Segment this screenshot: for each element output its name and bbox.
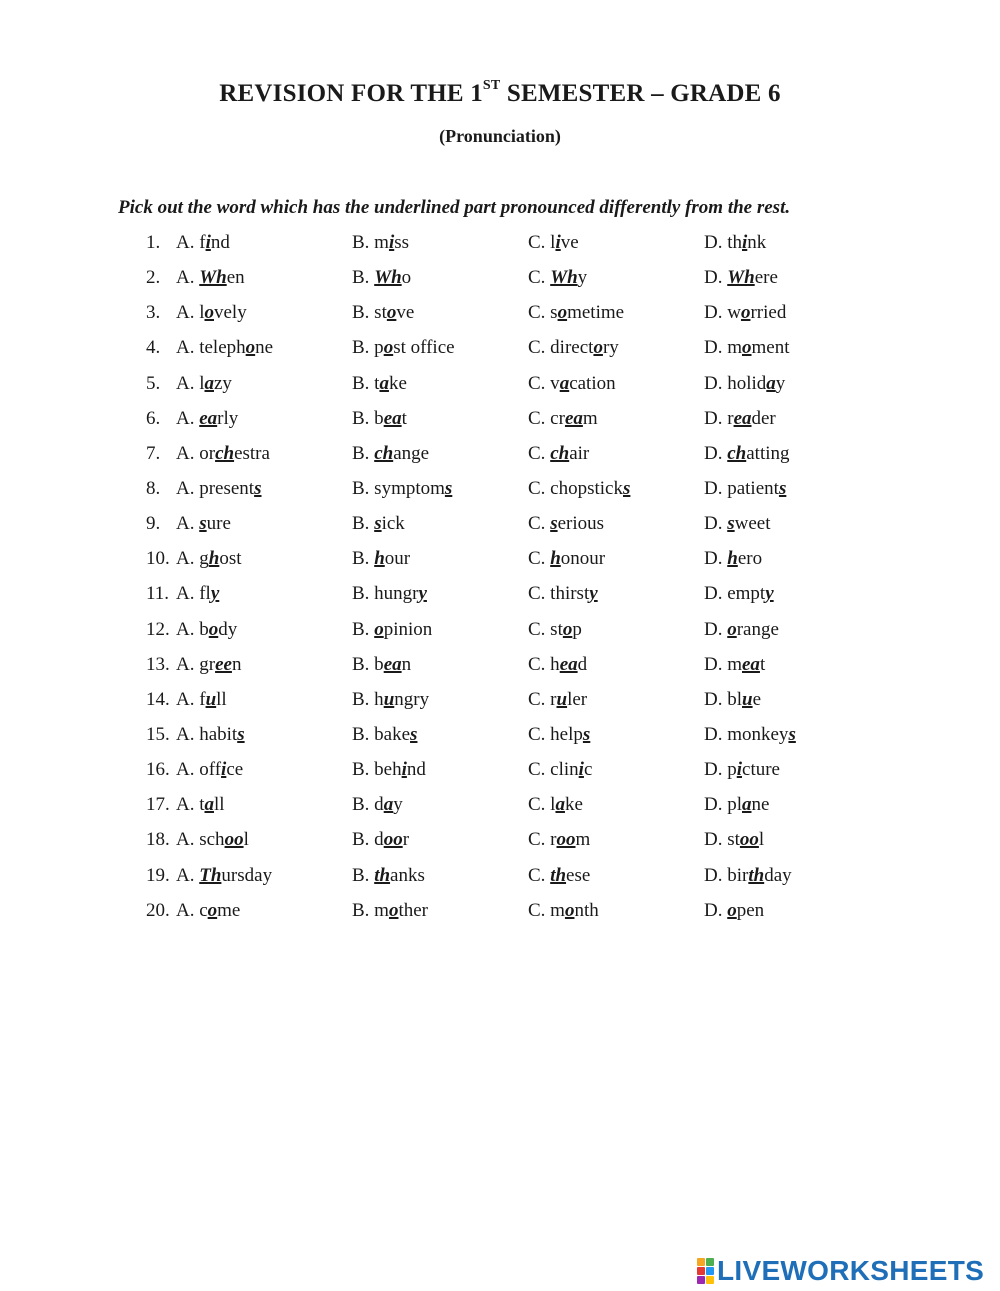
answer-option-b[interactable]: B. door (352, 829, 410, 851)
underlined-part: ea (733, 407, 752, 429)
logo-icon (697, 1258, 714, 1284)
answer-option-d[interactable]: D. blue (704, 688, 762, 710)
answer-option-a[interactable]: A. Thursday (176, 864, 273, 886)
underlined-part: ch (727, 442, 747, 464)
underlined-part: h (374, 548, 385, 570)
underlined-part: ee (215, 653, 232, 675)
answer-option-a[interactable]: A. orchestra (176, 442, 270, 464)
answer-option-d[interactable]: D. monkeys (704, 723, 796, 745)
answer-option-b[interactable]: B. hour (352, 548, 411, 570)
underlined-part: o (386, 302, 397, 324)
answer-option-d[interactable]: D. moment (704, 337, 790, 359)
answer-option-c[interactable]: C. month (528, 899, 599, 921)
question-number: 16. (146, 759, 170, 781)
answer-option-b[interactable]: B. behind (352, 759, 426, 781)
question-number: 5. (146, 372, 161, 394)
underlined-part: s (444, 477, 453, 499)
question-number: 17. (146, 794, 170, 816)
underlined-part: o (562, 618, 573, 640)
underlined-part: Th (199, 864, 222, 886)
logo-text: LIVEWORKSHEETS (717, 1255, 985, 1286)
logo-block (697, 1258, 705, 1266)
answer-option-c[interactable]: C. directory (528, 337, 619, 359)
underlined-part: th (374, 864, 391, 886)
underlined-part: o (383, 337, 394, 359)
answer-option-d[interactable]: D. Where (704, 267, 778, 289)
answer-option-b[interactable]: B. post office (352, 337, 455, 359)
underlined-part: o (207, 899, 218, 921)
underlined-part: s (254, 477, 262, 499)
answer-option-c[interactable]: C. sometime (528, 302, 625, 324)
underlined-part: ea (383, 407, 402, 429)
answer-option-b[interactable]: B. symptoms (352, 477, 453, 499)
underlined-part: u (205, 688, 217, 710)
answer-option-d[interactable]: D. orange (704, 618, 779, 640)
underlined-part: s (582, 723, 591, 745)
underlined-part: oo (739, 829, 759, 851)
underlined-part: s (778, 477, 787, 499)
underlined-part: s (727, 513, 735, 535)
question-number: 18. (146, 829, 170, 851)
question-number: 4. (146, 337, 161, 359)
underlined-part: h (727, 548, 738, 570)
underlined-part: ea (199, 407, 218, 429)
question-number: 14. (146, 688, 170, 710)
question-number: 3. (146, 302, 161, 324)
answer-option-b[interactable]: B. sick (352, 513, 405, 535)
underlined-part: i (742, 232, 748, 253)
underlined-part: a (383, 794, 394, 816)
answer-option-c[interactable]: C. room (528, 829, 591, 851)
answer-option-a[interactable]: A. green (176, 653, 242, 675)
answer-option-a[interactable]: A. lazy (176, 372, 232, 394)
answer-option-a[interactable]: A. presents (176, 477, 262, 499)
answer-option-a[interactable]: A. find (176, 232, 230, 253)
underlined-part: s (237, 723, 245, 745)
answer-option-c[interactable]: C. vacation (528, 372, 616, 394)
question-number: 10. (146, 548, 170, 570)
underlined-part: a (204, 372, 214, 394)
answer-option-a[interactable]: A. sure (176, 513, 231, 535)
underlined-part: s (623, 477, 631, 499)
answer-option-c[interactable]: C. live (528, 232, 579, 253)
answer-option-c[interactable]: C. clinic (528, 759, 593, 781)
question-number: 12. (146, 618, 170, 640)
answer-option-d[interactable]: D. plane (704, 794, 770, 816)
underlined-part: Wh (550, 267, 578, 289)
question-number: 6. (146, 407, 161, 429)
underlined-part: s (788, 723, 796, 745)
logo-block (706, 1276, 714, 1284)
underlined-part: i (221, 759, 227, 781)
answer-option-c[interactable]: C. ruler (528, 688, 588, 710)
answer-option-c[interactable]: C. lake (528, 794, 583, 816)
answer-option-c[interactable]: C. head (528, 653, 588, 675)
answer-option-c[interactable]: C. honour (528, 548, 606, 570)
answer-option-c[interactable]: C. helps (528, 723, 591, 745)
underlined-part: oo (383, 829, 403, 851)
answer-option-b[interactable]: B. opinion (352, 618, 433, 640)
underlined-part: s (550, 513, 558, 535)
underlined-part: o (204, 302, 214, 324)
underlined-part: i (401, 759, 407, 781)
answer-option-d[interactable]: D. open (704, 899, 765, 921)
answer-option-b[interactable]: B. beat (352, 407, 407, 429)
answer-option-d[interactable]: D. meat (704, 653, 766, 675)
answer-option-b[interactable]: B. hungry (352, 583, 427, 605)
question-number: 8. (146, 477, 161, 499)
answer-option-d[interactable]: D. reader (704, 407, 776, 429)
underlined-part: ea (742, 653, 760, 675)
answer-option-d[interactable]: D. hero (704, 548, 763, 570)
underlined-part: y (589, 583, 598, 605)
underlined-part: h (550, 548, 561, 570)
underlined-part: u (742, 688, 753, 710)
logo-block (706, 1267, 714, 1275)
underlined-part: o (374, 618, 384, 640)
page-title: REVISION FOR THE 1ST SEMESTER – GRADE 6 (219, 77, 781, 107)
underlined-part: a (204, 794, 214, 816)
answer-option-d[interactable]: D. holiday (704, 372, 786, 394)
underlined-part: o (727, 899, 737, 921)
answer-option-a[interactable]: A. early (176, 407, 239, 429)
answer-option-a[interactable]: A. habits (176, 723, 245, 745)
underlined-part: s (199, 513, 207, 535)
answer-option-c[interactable]: C. cream (528, 407, 598, 429)
underlined-part: i (736, 759, 743, 781)
answer-option-a[interactable]: A. come (176, 899, 241, 921)
underlined-part: th (550, 864, 567, 886)
question-number: 7. (146, 442, 161, 464)
answer-option-a[interactable]: A. lovely (176, 302, 247, 324)
underlined-part: s (374, 513, 382, 535)
answer-option-a[interactable]: A. ghost (176, 548, 242, 570)
answer-option-a[interactable]: A. telephone (176, 337, 274, 359)
underlined-part: oo (556, 829, 576, 851)
logo-block (697, 1276, 705, 1284)
underlined-part: o (245, 337, 256, 359)
underlined-part: Wh (199, 267, 227, 289)
underlined-part: y (765, 583, 774, 605)
answer-option-a[interactable]: A. school (176, 829, 249, 851)
answer-option-b[interactable]: B. change (352, 442, 430, 464)
underlined-part: s (410, 723, 418, 745)
answer-option-a[interactable]: A. tall (176, 794, 225, 816)
answer-option-a[interactable]: A. fly (176, 583, 220, 605)
question-number: 20. (146, 899, 170, 921)
underlined-part: o (727, 618, 737, 640)
question-number: 9. (146, 513, 161, 535)
answer-option-d[interactable]: D. sweet (704, 513, 771, 535)
answer-option-d[interactable]: D. birthday (704, 864, 792, 886)
underlined-part: o (557, 302, 568, 324)
answer-option-b[interactable]: B. thanks (352, 864, 425, 886)
answer-option-a[interactable]: A. body (176, 618, 238, 640)
underlined-part: o (742, 337, 752, 359)
answer-option-d[interactable]: D. chatting (704, 442, 790, 464)
logo-block (697, 1267, 705, 1275)
answer-option-d[interactable]: D. picture (704, 759, 780, 781)
answer-option-c[interactable]: C. these (528, 864, 591, 886)
underlined-part: Wh (374, 267, 402, 289)
answer-option-a[interactable]: A. office (176, 759, 244, 781)
answer-option-b[interactable]: B. bean (352, 653, 412, 675)
underlined-part: th (748, 864, 765, 886)
answer-option-b[interactable]: B. stove (352, 302, 415, 324)
underlined-part: h (208, 548, 220, 570)
answer-option-c[interactable]: C. serious (528, 513, 605, 535)
underlined-part: ea (383, 653, 402, 675)
answer-option-c[interactable]: C. stop (528, 618, 582, 640)
underlined-part: ch (550, 442, 570, 464)
answer-option-d[interactable]: D. worried (704, 302, 787, 324)
underlined-part: o (564, 899, 575, 921)
question-number: 15. (146, 723, 170, 745)
underlined-part: i (388, 232, 395, 253)
underlined-part: ch (215, 442, 235, 464)
underlined-part: o (740, 302, 751, 324)
answer-option-b[interactable]: B. mother (352, 899, 428, 921)
underlined-part: i (555, 232, 561, 253)
liveworksheets-logo (697, 1256, 984, 1286)
question-number: 2. (146, 267, 161, 289)
answer-option-a[interactable]: A. When (176, 267, 245, 289)
underlined-part: i (578, 759, 584, 781)
page-subtitle: (Pronunciation) (439, 126, 561, 146)
answer-option-d[interactable]: D. patients (704, 477, 787, 499)
answer-option-c[interactable]: C. chopsticks (528, 477, 631, 499)
answer-option-d[interactable]: D. stool (704, 829, 765, 851)
instruction-text: Pick out the word which has the underlined part pronounced differently from the rest. (118, 197, 791, 218)
underlined-part: o (388, 899, 399, 921)
underlined-part: ch (374, 442, 394, 464)
underlined-part: a (379, 372, 389, 394)
answer-option-b[interactable]: B. take (352, 372, 407, 394)
answer-option-d[interactable]: D. empty (704, 583, 774, 605)
answer-option-b[interactable]: B. day (352, 794, 403, 816)
answer-option-b[interactable]: B. miss (352, 232, 410, 253)
underlined-part: ea (559, 653, 578, 675)
answer-option-d[interactable]: D. think (704, 232, 767, 253)
underlined-part: y (418, 583, 427, 605)
underlined-part: o (208, 618, 219, 640)
answer-option-b[interactable]: B. bakes (352, 723, 418, 745)
underlined-part: u (556, 688, 568, 710)
answer-option-a[interactable]: A. full (176, 688, 227, 710)
underlined-part: Wh (727, 267, 755, 289)
underlined-part: a (555, 794, 565, 816)
underlined-part: i (205, 232, 211, 253)
answer-option-c[interactable]: C. Why (528, 267, 588, 289)
underlined-part: a (559, 372, 570, 394)
underlined-part: o (593, 337, 603, 359)
question-number: 1. (146, 232, 161, 253)
answer-option-b[interactable]: B. Who (352, 267, 412, 289)
underlined-part: a (742, 794, 752, 816)
question-number: 11. (146, 583, 170, 605)
answer-option-c[interactable]: C. chair (528, 442, 590, 464)
underlined-part: oo (224, 829, 244, 851)
underlined-part: ea (564, 407, 583, 429)
underlined-part: a (766, 372, 776, 394)
question-number: 19. (146, 864, 170, 886)
underlined-part: u (383, 688, 395, 710)
answer-option-b[interactable]: B. hungry (352, 688, 430, 710)
answer-option-c[interactable]: C. thirsty (528, 583, 598, 605)
question-number: 13. (146, 653, 170, 675)
logo-block (706, 1258, 714, 1266)
underlined-part: y (210, 583, 220, 605)
